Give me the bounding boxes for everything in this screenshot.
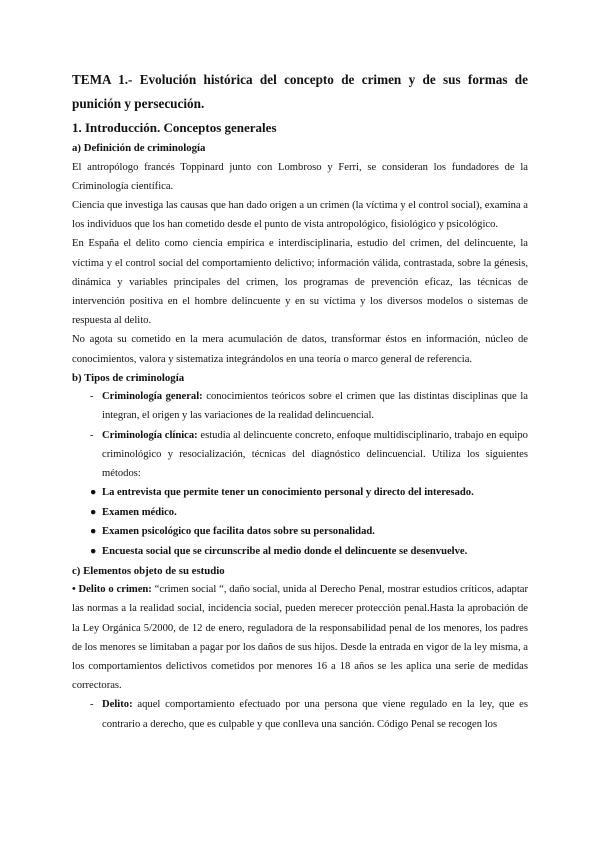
method-text: La entrevista que permite tener un conocimiento personal y directo del interesado. — [102, 487, 474, 499]
list-item — [72, 522, 528, 542]
subheading-tipos: b) Tipos de criminología — [72, 371, 185, 384]
method-text: Examen psicológico que facilita datos sobre su personalidad. — [102, 526, 375, 538]
dash-marker: - — [90, 699, 94, 711]
types-list — [72, 387, 528, 483]
term-text: conocimientos teóricos sobre el crimen que las distintas disciplinas que la integran, el origen y las variaciones de la realidad delincuencial. — [102, 391, 528, 422]
paragraph-espana: En España el delito como ciencia empírica e interdisciplinaria, estudio del crimen, del delincuente, la víctima y el control social del comportamiento delictivo; información válida, contrastada, sobre la génesis, dinámica y variables principales del crimen, los programas de prevención eficaz, las técnicas de intervención positiva en el hombre delincuente y en su víctima y los diversos modelos o sistemas de respuesta al delito. — [72, 238, 528, 327]
subheading-elementos: c) Elementos objeto de su estudio — [72, 564, 225, 577]
paragraph-fundadores: El antropólogo francés Toppinard junto con Lombroso y Ferri, se consideran los fundadores de la Criminología científica. — [72, 161, 528, 192]
document-page — [72, 68, 528, 734]
dash-marker: - — [90, 429, 94, 441]
term-label: • Delito o crimen: — [72, 584, 152, 596]
bullet-icon: ● — [90, 546, 97, 558]
term-label: Criminología general: — [102, 391, 203, 403]
paragraph-delito-crimen — [72, 580, 528, 695]
list-item — [72, 503, 528, 523]
term-text: aquel comportamiento efectuado por una persona que viene regulado en la ley, que es contrario a derecho, que es culpable y que conlleva una sanción. Código Penal se recogen los — [102, 699, 528, 730]
list-item — [72, 542, 528, 562]
term-label: Criminología clínica: — [102, 429, 198, 441]
term-text: “crimen social “, daño social, unida al Derecho Penal, mostrar estudios críticos, adaptar las normas a la realidad social, incidencia social, pueden merecer protección penal.Hasta la aprobación de la Ley Orgánica 5/2000, de 12 de enero, reguladora de la responsabilidad penal de los menores, los padres de los menores se limitaban a pagar por los daños de sus hijos. Desde la entrada en vigor de la ley misma, a los comportamientos delictivos cometidos por menores 16 a 18 años se les aplica una serie de medidas correctoras. — [72, 584, 529, 692]
list-item — [72, 483, 528, 503]
method-text: Examen médico. — [102, 506, 177, 518]
bullet-icon: ● — [90, 506, 97, 518]
section-heading-introduccion: 1. Introducción. Conceptos generales — [72, 120, 277, 135]
method-text: Encuesta social que se circunscribe al medio donde el delincuente se desenvuelve. — [102, 546, 468, 558]
methods-list — [72, 483, 528, 561]
dash-marker: - — [90, 391, 94, 403]
list-item — [72, 695, 528, 733]
document-title: TEMA 1.- Evolución histórica del concepto de crimen y de sus formas de punición y persecución. — [72, 72, 528, 111]
bullet-icon: ● — [90, 487, 97, 499]
term-text: estudia al delincuente concreto, enfoque multidisciplinario, trabajo en equipo criminológico y resocialización, técnicas del diagnóstico delincuencial. Utiliza los siguientes métodos: — [102, 429, 528, 480]
paragraph-cometido: No agota su cometido en la mera acumulación de datos, transformar éstos en información, núcleo de conocimientos, valora y sistematiza integrándolos en una teoría o marco general de referencia. — [72, 334, 528, 365]
list-item — [72, 426, 528, 484]
list-item — [72, 387, 528, 425]
subheading-definicion: a) Definición de criminología — [72, 142, 206, 154]
bullet-icon: ● — [90, 526, 97, 538]
paragraph-ciencia: Ciencia que investiga las causas que han dado origen a un crimen (la víctima y el control social), examina a los individuos que los han cometido desde el punto de vista antropológico, fisiológico y psicológico. — [72, 199, 528, 231]
term-label: Delito: — [102, 699, 133, 711]
elements-list — [72, 695, 528, 733]
